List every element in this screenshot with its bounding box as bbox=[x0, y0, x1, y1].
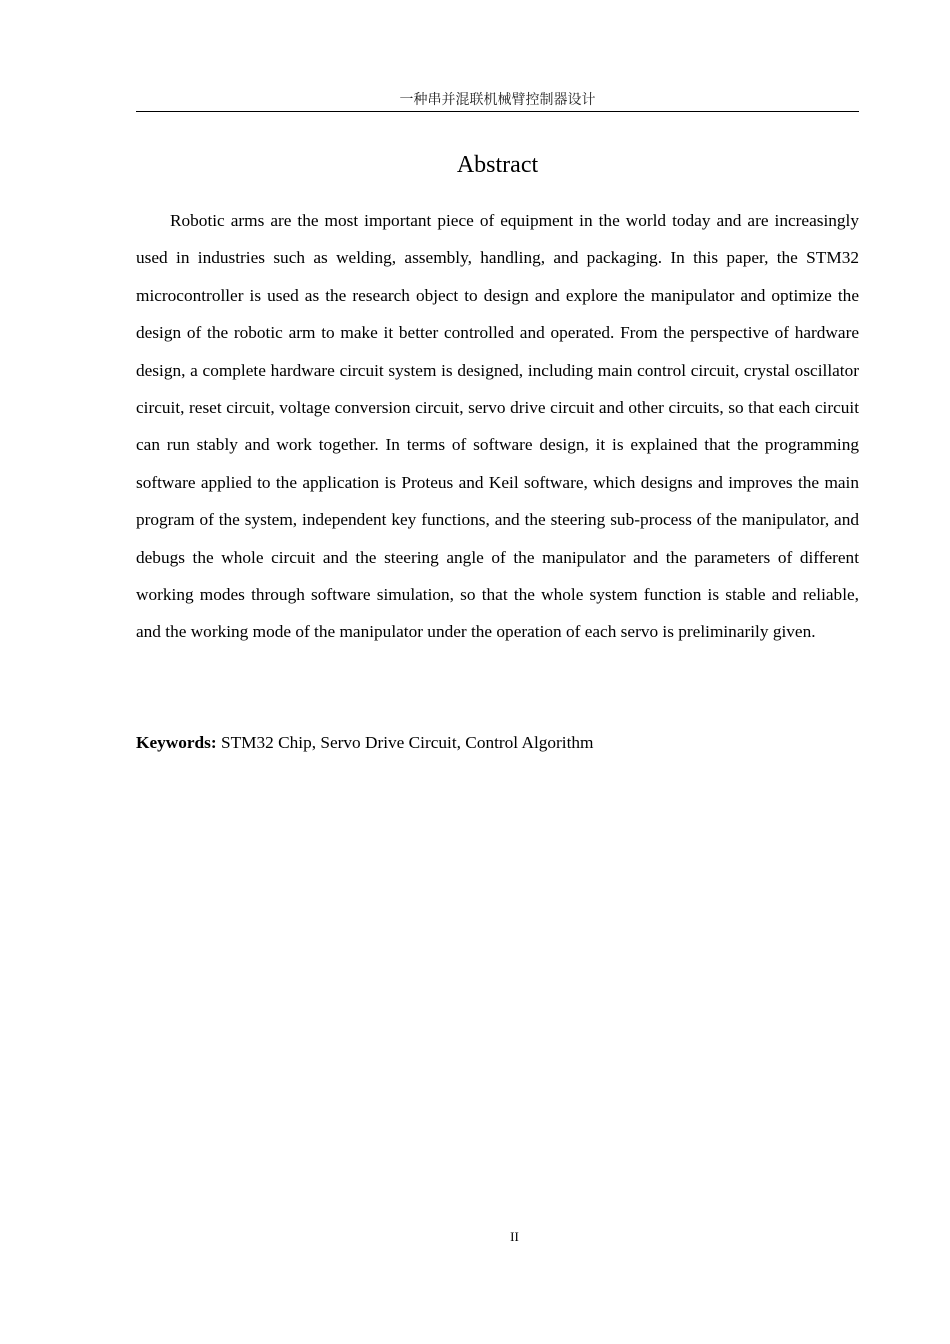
keywords-text: STM32 Chip, Servo Drive Circuit, Control Algorithm bbox=[216, 733, 594, 752]
abstract-body: Robotic arms are the most important piece of equipment in the world today and are increasingly used in industries such as welding, assembly, handling, and packaging. In this paper, the STM32 microcontroller is used as the research object to design and explore the manipulator and optimize the design of the robotic arm to make it better controlled and operated. From the perspective of hardware design, a complete hardware circuit system is designed, including main control circuit, crystal oscillator circuit, reset circuit, voltage conversion circuit, servo drive circuit and other circuits, so that each circuit can run stably and work together. In terms of software design, it is explained that the programming software applied to the application is Proteus and Keil software, which designs and improves the main program of the system, independent key functions, and the steering sub-process of the manipulator, and debugs the whole circuit and the steering angle of the manipulator and the parameters of different working modes through software simulation, so that the whole system function is stable and reliable, and the working mode of the manipulator under the operation of each servo is preliminarily given. bbox=[136, 211, 859, 642]
page-number: II bbox=[510, 1229, 519, 1244]
running-header: 一种串并混联机械臂控制器设计 bbox=[136, 90, 859, 112]
keywords-label: Keywords: bbox=[136, 733, 217, 752]
abstract-title: Abstract bbox=[456, 152, 539, 178]
keywords-line bbox=[136, 728, 859, 758]
